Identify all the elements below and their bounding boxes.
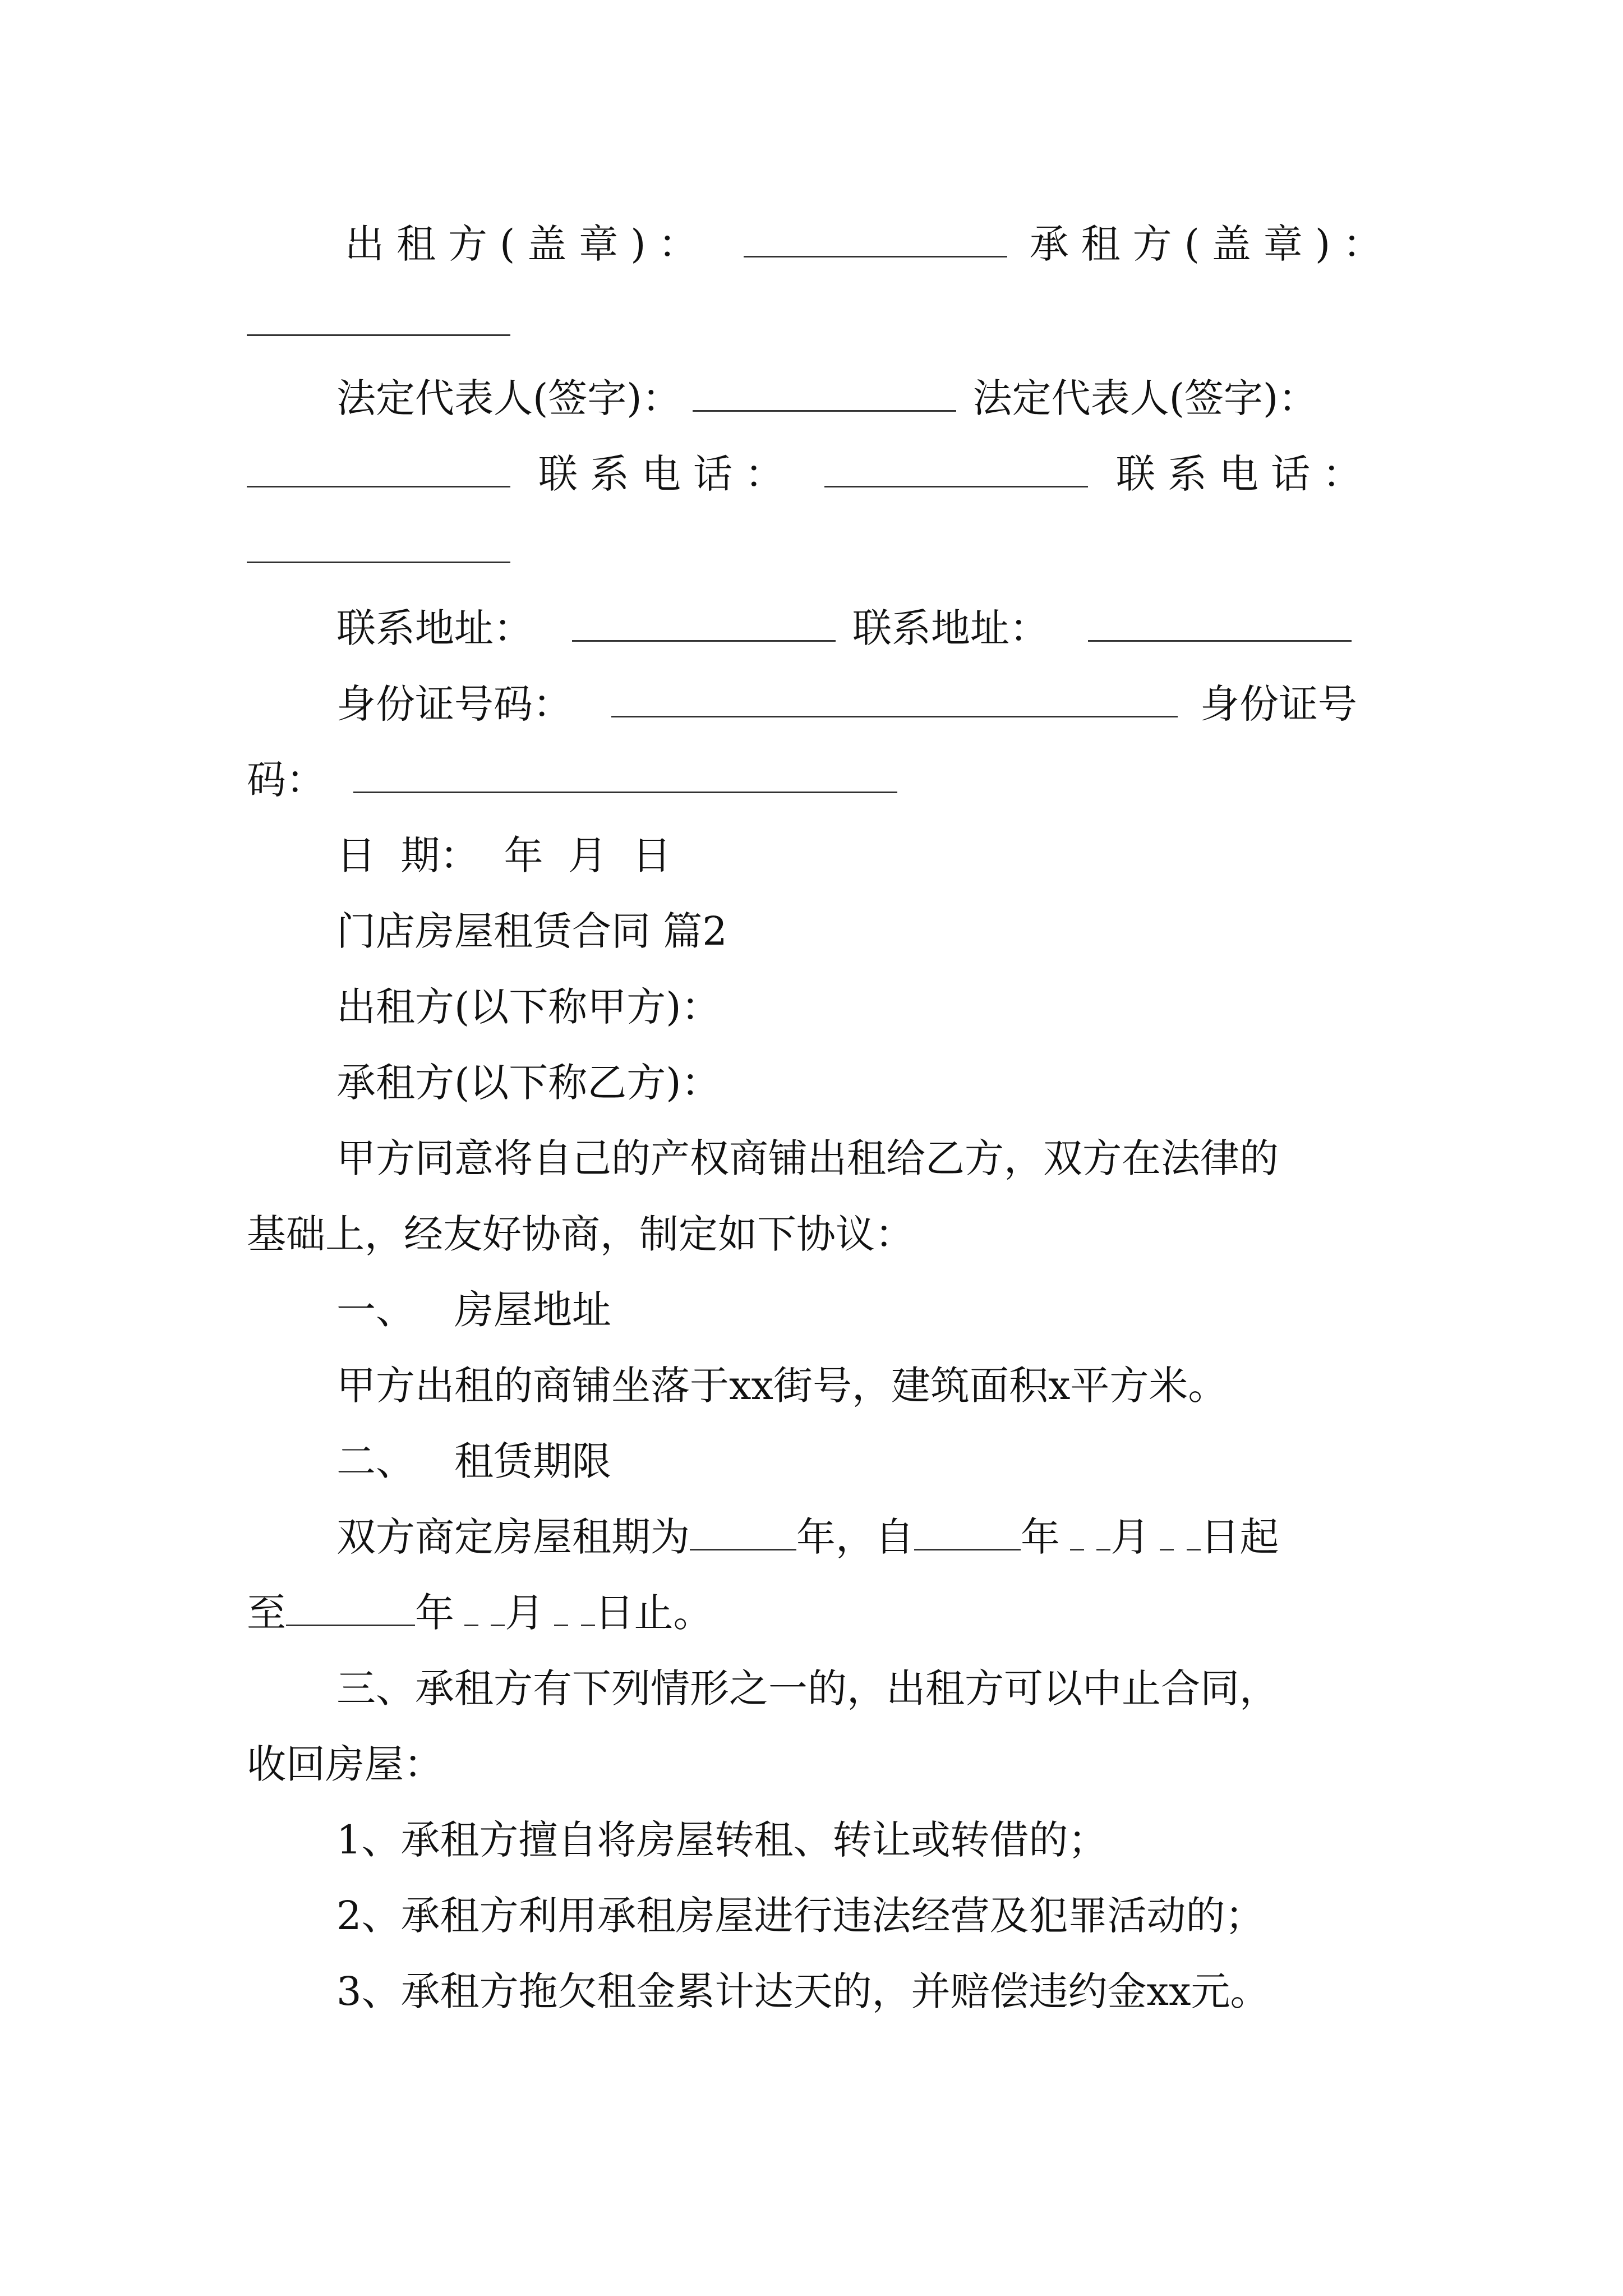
lease-years-blank (690, 1514, 796, 1550)
section-2-heading (336, 1436, 611, 1487)
party-a-line (336, 982, 721, 1032)
section-2-body-1 (336, 1512, 1279, 1562)
legal-rep-label-1: 法定代表人(签字)： (336, 375, 681, 421)
section-1-number: 一、 (336, 1287, 415, 1333)
item-1-text: 1、承租方擅自将房屋转租、转让或转借的； (336, 1817, 1108, 1863)
id-label-1: 身份证号码： (336, 681, 572, 727)
lease-term-text: 双方商定房屋租期为 (336, 1514, 690, 1560)
end-month-blank-b (491, 1590, 505, 1626)
signature-line-id (336, 679, 1357, 729)
section-1-heading (336, 1285, 611, 1335)
date-label: 日 期： 年 月 日 (336, 832, 672, 878)
date-line (336, 830, 671, 881)
intro-line-2 (247, 1209, 914, 1259)
lessee-seal-label: 承租方(盖章)： (1029, 221, 1395, 267)
section-1-text: 甲方出租的商铺坐落于xx街号，建筑面积x平方米。 (336, 1363, 1228, 1409)
phone-blank-2 (247, 527, 510, 563)
start-day-blank-b (1187, 1514, 1201, 1550)
end-year-blank (286, 1590, 415, 1626)
intro-text-1: 甲方同意将自己的产权商铺出租给乙方，双方在法律的 (336, 1135, 1279, 1181)
signature-line-address (336, 603, 1352, 654)
end-year-unit: 年 (415, 1590, 454, 1636)
legal-rep-blank-1 (693, 375, 956, 412)
phone-label-2: 联系电话： (1116, 451, 1374, 497)
party-b-label: 承租方(以下称乙方)： (336, 1060, 721, 1106)
section-1-title: 房屋地址 (454, 1287, 611, 1333)
start-month-unit: 月 (1110, 1514, 1150, 1560)
start-month-blank-b (1096, 1514, 1110, 1550)
contract-title (336, 906, 727, 956)
start-month-blank-a (1070, 1514, 1084, 1550)
section-3-text-1: 三、承租方有下列情形之一的，出租方可以中止合同， (336, 1665, 1279, 1711)
lease-from-text: 年，自 (796, 1514, 914, 1560)
intro-line-1 (336, 1133, 1279, 1184)
address-blank-2 (1088, 605, 1352, 642)
signature-line-phone-cont (247, 524, 510, 575)
section-2-number: 二、 (336, 1438, 415, 1484)
signature-line-seals (345, 219, 1394, 269)
section-2-body-2 (247, 1588, 713, 1638)
id-blank-1 (611, 681, 1178, 717)
section-3-text-2: 收回房屋： (247, 1741, 443, 1787)
phone-label-1: 联系电话： (538, 451, 796, 497)
signature-line-phones (247, 449, 1374, 499)
start-day-unit: 日起 (1200, 1514, 1279, 1560)
end-day-blank-a (554, 1590, 568, 1626)
section-3-item-1 (336, 1815, 1108, 1865)
lessor-seal-label: 出租方(盖章)： (345, 221, 710, 267)
section-3-line-2 (247, 1739, 443, 1789)
lessor-seal-blank (744, 221, 1007, 257)
legal-rep-label-2: 法定代表人(签字)： (972, 375, 1318, 421)
end-month-blank-a (464, 1590, 478, 1626)
start-day-blank-a (1160, 1514, 1174, 1550)
intro-text-2: 基础上，经友好协商，制定如下协议： (247, 1211, 914, 1257)
section-2-title: 租赁期限 (454, 1438, 611, 1484)
signature-line-id-cont (247, 754, 897, 805)
signature-line-seal-cont (247, 297, 510, 348)
address-blank-1 (572, 605, 836, 642)
party-b-line (336, 1057, 721, 1108)
lessee-seal-blank (247, 300, 510, 336)
section-3-item-3 (336, 1966, 1270, 2017)
id-blank-2 (353, 757, 897, 793)
end-day-blank-b (581, 1590, 595, 1626)
id-label-2a: 身份证号 (1200, 681, 1357, 727)
phone-blank-1 (824, 451, 1088, 487)
contract-title-text: 门店房屋租赁合同 篇2 (336, 908, 727, 954)
id-label-2b: 码： (247, 757, 325, 803)
end-month-unit: 月 (505, 1590, 545, 1636)
item-3-text: 3、承租方拖欠租金累计达天的，并赔偿违约金xx元。 (336, 1968, 1270, 2014)
section-3-item-2 (336, 1890, 1265, 1941)
section-1-body (336, 1360, 1227, 1411)
end-day-unit: 日止。 (594, 1590, 713, 1636)
start-year-unit: 年 (1021, 1514, 1060, 1560)
legal-rep-blank-2 (247, 451, 510, 487)
address-label-1: 联系地址： (336, 605, 533, 651)
start-year-blank (914, 1514, 1021, 1550)
signature-line-reps (336, 373, 1317, 424)
lease-until-text: 至 (247, 1590, 286, 1636)
section-3-line-1 (336, 1663, 1279, 1714)
item-2-text: 2、承租方利用承租房屋进行违法经营及犯罪活动的； (336, 1893, 1265, 1939)
party-a-label: 出租方(以下称甲方)： (336, 984, 721, 1030)
address-label-2: 联系地址： (852, 605, 1049, 651)
